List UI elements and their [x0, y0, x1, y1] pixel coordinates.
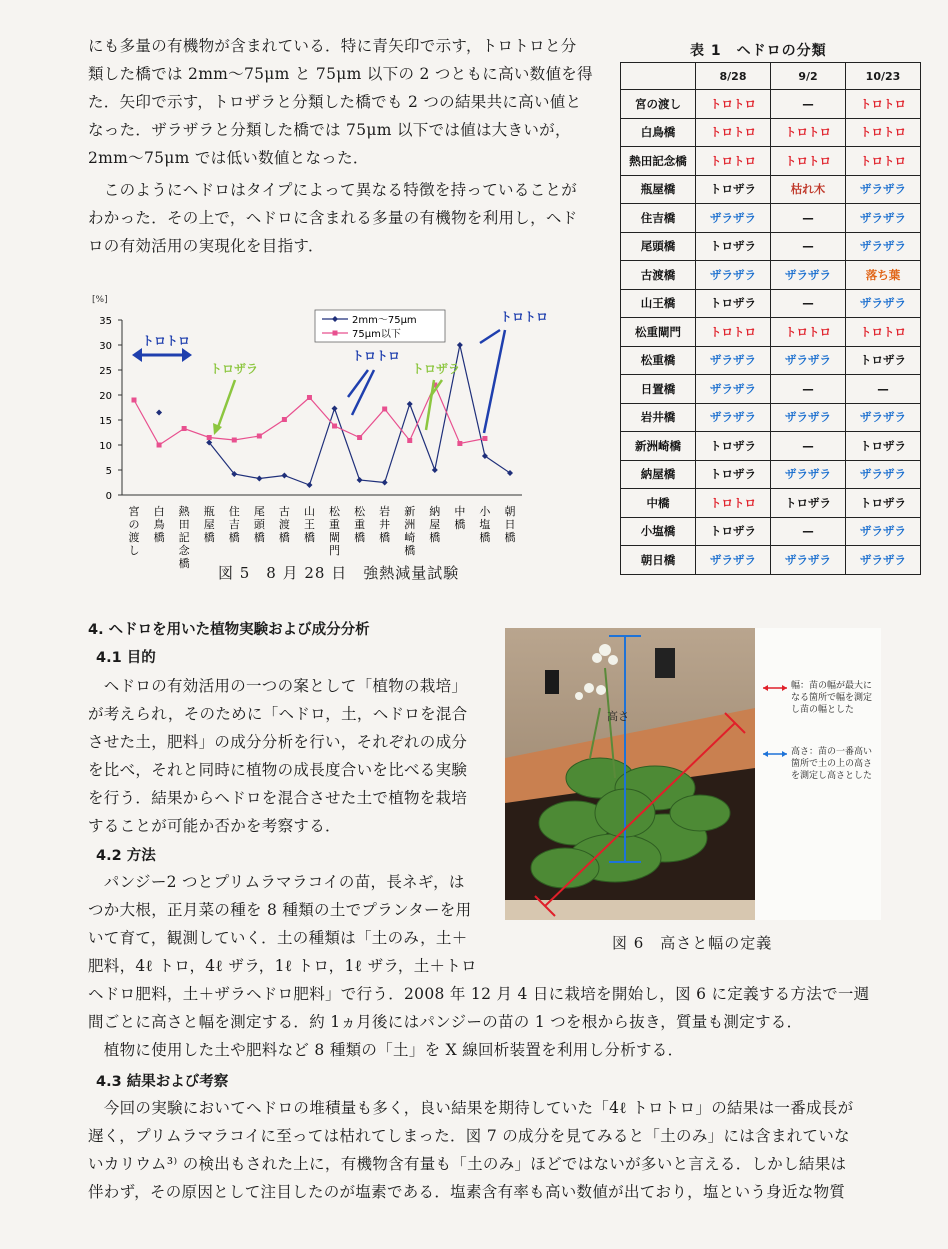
text-line: 遅く，プリムラマラコイに至っては枯れてしまった．図 7 の成分を見てみると「土のみ」には含まれていな: [88, 1127, 850, 1145]
y-tick-label: 10: [99, 441, 112, 452]
x-tick-label-char: 重: [329, 518, 341, 531]
table-row: [621, 403, 921, 432]
classification-cell: —: [771, 517, 846, 546]
x-tick-label-char: 小: [479, 505, 491, 518]
classification-cell: トロトロ: [696, 318, 771, 347]
results-paragraph: [88, 1094, 888, 1206]
text-line: た．矢印で示す，トロザラと分類した橋でも 2 つの結果共に高い値と: [88, 93, 582, 111]
data-point: [282, 417, 287, 422]
x-tick-label-char: 尾: [253, 505, 265, 518]
annotation-arrow: [426, 380, 434, 430]
x-tick-label-char: 新: [404, 505, 416, 518]
subsection-heading-results: 4.3 結果および考察: [96, 1074, 229, 1090]
x-tick-label-char: 納: [429, 505, 441, 518]
fig5-caption: 図 5 8 月 28 日 強熱減量試験: [218, 564, 460, 582]
text-line: 2mm〜75μm では低い数値となった．: [88, 149, 369, 167]
x-tick-label-char: 鳥: [153, 518, 165, 531]
section-heading: 4. ヘドロを用いた植物実験および成分分析: [88, 622, 370, 638]
annotation-label: トロザラ: [210, 362, 259, 376]
site-name-cell: 熱田記念橋: [621, 147, 696, 176]
x-tick-label-char: 古: [278, 505, 290, 518]
x-tick-label-char: 田: [178, 518, 190, 531]
x-tick-label-char: 頭: [253, 518, 265, 531]
text-line: が考えられ，そのために「ヘドロ，土，ヘドロを混合: [88, 705, 468, 723]
text-line: このようにヘドロはタイプによって異なる特徴を持っていることが: [88, 181, 578, 199]
site-name-cell: 宮の渡し: [621, 90, 696, 119]
x-tick-label-char: 朝: [504, 505, 516, 518]
table-row: [621, 261, 921, 290]
x-tick-label-char: 松: [329, 505, 341, 518]
figure6-legend: [755, 628, 881, 920]
annotation-arrow: [217, 380, 235, 430]
text-line: 肥料，4ℓ トロ，4ℓ ザラ，1ℓ トロ，1ℓ ザラ，土＋トロ: [88, 957, 477, 975]
plant-illustration: [505, 628, 755, 920]
classification-cell: トロザラ: [846, 432, 921, 461]
classification-cell: トロトロ: [771, 118, 846, 147]
annotation-label: トロトロ: [500, 310, 549, 324]
subsection-heading-method: 4.2 方法: [96, 848, 156, 864]
intro-paragraph-1: [88, 32, 613, 172]
table-row: [621, 118, 921, 147]
classification-cell: トロトロ: [846, 318, 921, 347]
data-point: [357, 477, 363, 483]
data-point: [457, 441, 462, 446]
x-tick-label-char: 中: [454, 505, 466, 518]
classification-cell: トロトロ: [846, 147, 921, 176]
classification-cell: —: [846, 375, 921, 404]
legend-label-2: 75μm以下: [352, 329, 401, 340]
site-name-cell: 中橋: [621, 489, 696, 518]
data-point: [382, 480, 388, 486]
x-tick-label-char: 渡: [278, 518, 290, 531]
classification-cell: ザラザラ: [696, 375, 771, 404]
text-line: ロの有効活用の実現化を目指す．: [88, 237, 324, 255]
annotation-arrow: [348, 370, 368, 397]
classification-cell: トロザラ: [846, 346, 921, 375]
classification-cell: —: [771, 375, 846, 404]
method-paragraph: [88, 868, 498, 980]
x-tick-label-char: 宮: [128, 505, 140, 518]
classification-cell: トロザラ: [696, 175, 771, 204]
classification-cell: ザラザラ: [696, 403, 771, 432]
table-row: [621, 517, 921, 546]
x-tick-label-char: 塩: [479, 518, 491, 531]
site-name-cell: 日置橋: [621, 375, 696, 404]
x-tick-label-char: 白: [153, 505, 165, 518]
legend-width-text: 幅：苗の幅が最大になる箇所で幅を測定し苗の幅とした: [791, 681, 873, 715]
text-line: にも多量の有機物が含まれている．特に青矢印で示す，トロトロと分: [88, 37, 577, 55]
x-tick-label-char: 橋: [153, 531, 165, 544]
legend-marker-2: [333, 331, 338, 336]
data-point: [156, 410, 162, 416]
x-tick-label-char: 橋: [354, 531, 366, 544]
table-row: [621, 460, 921, 489]
plant-photo: [505, 628, 755, 920]
table-row: [621, 289, 921, 318]
classification-cell: トロザラ: [696, 232, 771, 261]
table-row: [621, 175, 921, 204]
classification-cell: トロトロ: [696, 90, 771, 119]
x-tick-label-char: 橋: [504, 531, 516, 544]
classification-cell: トロトロ: [771, 147, 846, 176]
data-point: [482, 436, 487, 441]
classification-cell: —: [771, 90, 846, 119]
y-tick-label: 5: [105, 466, 112, 477]
site-name-cell: 新洲崎橋: [621, 432, 696, 461]
classification-cell: トロザラ: [696, 460, 771, 489]
text-line: 間ごとに高さと幅を測定する．約 1ヵ月後にはパンジーの苗の 1 つを根から抜き，質量も測定する．: [88, 1013, 803, 1031]
x-tick-label-char: 橋: [178, 557, 190, 570]
x-tick-label-char: 渡: [128, 531, 140, 544]
data-point: [332, 424, 337, 429]
x-tick-label-char: 橋: [228, 531, 240, 544]
site-name-cell: 納屋橋: [621, 460, 696, 489]
x-tick-label-char: 橋: [454, 518, 466, 531]
classification-cell: —: [771, 289, 846, 318]
site-name-cell: 住吉橋: [621, 204, 696, 233]
x-tick-label-char: 橋: [303, 531, 315, 544]
classification-cell: 落ち葉: [846, 261, 921, 290]
classification-cell: —: [771, 232, 846, 261]
data-point: [157, 443, 162, 448]
x-tick-label-char: 重: [354, 518, 366, 531]
classification-cell: ザラザラ: [696, 261, 771, 290]
x-tick-label-char: 洲: [404, 518, 416, 531]
data-point: [256, 476, 262, 482]
site-name-cell: 松重閘門: [621, 318, 696, 347]
classification-cell: ザラザラ: [846, 546, 921, 575]
classification-cell: トロトロ: [696, 489, 771, 518]
x-tick-label-char: し: [128, 544, 140, 557]
column-header: 9/2: [771, 63, 846, 90]
annotation-arrowhead: [213, 423, 222, 435]
intro-paragraph-2: [88, 176, 613, 260]
fig6-caption: 図 6 高さと幅の定義: [612, 934, 773, 952]
table-row: [621, 318, 921, 347]
data-point: [432, 467, 438, 473]
data-point: [357, 435, 362, 440]
classification-table: [620, 62, 921, 575]
classification-cell: トロトロ: [696, 118, 771, 147]
table-corner-cell: [621, 63, 696, 90]
annotation-arrow: [484, 330, 505, 433]
table-row: [621, 147, 921, 176]
ignition-loss-chart: [80, 285, 550, 585]
x-tick-label-char: 井: [379, 518, 391, 531]
x-tick-label-char: 熱: [178, 505, 190, 518]
classification-cell: —: [771, 204, 846, 233]
classification-cell: ザラザラ: [771, 261, 846, 290]
x-tick-label-char: 王: [303, 518, 315, 531]
text-line: を比べ，それと同時に植物の成長度合いを比べる実験: [88, 761, 468, 779]
table-row: [621, 90, 921, 119]
annotation-arrowhead: [132, 348, 142, 362]
text-line: ヘドロ肥料，土＋ザラヘドロ肥料」で行う．2008 年 12 月 4 日に栽培を開始し，図 6 に定義する方法で一週: [88, 985, 870, 1003]
data-point: [257, 434, 262, 439]
x-tick-label-char: 記: [178, 531, 190, 544]
purpose-paragraph: [88, 672, 498, 840]
x-tick-label-char: 橋: [278, 531, 290, 544]
annotation-label: トロトロ: [352, 349, 401, 363]
x-tick-label-char: 岩: [379, 505, 391, 518]
table1-title: 表 1 ヘドロの分類: [690, 43, 827, 59]
data-point: [307, 395, 312, 400]
x-tick-label-char: 屋: [203, 518, 215, 531]
x-tick-label-char: の: [128, 518, 140, 531]
data-point: [132, 398, 137, 403]
legend-label-1: 2mm〜75μm: [352, 315, 417, 326]
text-line: いカリウム³⁾ の検出もされた上に，有機物含有量も「土のみ」ほどではないが多いと言える．しかし結果は: [88, 1155, 847, 1173]
x-tick-label-char: 住: [228, 505, 240, 518]
site-name-cell: 古渡橋: [621, 261, 696, 290]
x-tick-label-char: 橋: [379, 531, 391, 544]
x-tick-label-char: 瓶: [203, 505, 215, 518]
x-tick-label-char: 日: [504, 518, 516, 531]
text-line: 植物に使用した土や肥料など 8 種類の「土」を X 線回析装置を利用し分析する．: [88, 1041, 684, 1059]
data-point: [407, 438, 412, 443]
classification-cell: ザラザラ: [696, 204, 771, 233]
table-row: [621, 232, 921, 261]
x-tick-label-char: 吉: [228, 518, 240, 531]
subsection-heading-purpose: 4.1 目的: [96, 650, 156, 666]
method-paragraph-full: [88, 980, 888, 1064]
text-line: させた土，肥料」の成分分析を行い，それぞれの成分: [88, 733, 468, 751]
x-tick-label-char: 屋: [429, 518, 441, 531]
text-line: 今回の実験においてヘドロの堆積量も多く，良い結果を期待していた「4ℓ トロトロ」の結果は一番成長が: [88, 1099, 854, 1117]
text-line: を行う．結果からヘドロを混合させた土で植物を栽培: [88, 789, 468, 807]
x-tick-label-char: 橋: [479, 531, 491, 544]
classification-cell: ザラザラ: [846, 289, 921, 318]
classification-cell: ザラザラ: [696, 346, 771, 375]
classification-cell: ザラザラ: [771, 403, 846, 432]
annotation-label: トロザラ: [412, 362, 461, 376]
classification-cell: ザラザラ: [696, 546, 771, 575]
classification-cell: ザラザラ: [771, 460, 846, 489]
photo-height-label: 高さ: [607, 710, 629, 723]
x-tick-label-char: 橋: [203, 531, 215, 544]
data-point: [182, 426, 187, 431]
data-point: [457, 342, 463, 348]
x-tick-label-char: 崎: [404, 531, 416, 544]
text-line: ヘドロの有効活用の一つの案として「植物の栽培」: [88, 677, 468, 695]
site-name-cell: 松重橋: [621, 346, 696, 375]
table-row: [621, 346, 921, 375]
site-name-cell: 尾頭橋: [621, 232, 696, 261]
data-point: [332, 406, 338, 412]
classification-cell: ザラザラ: [846, 232, 921, 261]
table-header-row: [621, 63, 921, 90]
classification-cell: トロザラ: [696, 289, 771, 318]
y-tick-label: 0: [105, 491, 112, 502]
table-row: [621, 546, 921, 575]
column-header: 10/23: [846, 63, 921, 90]
data-point: [306, 482, 312, 488]
x-tick-label-char: 山: [303, 505, 315, 518]
x-tick-label-char: 橋: [253, 531, 265, 544]
classification-cell: 枯れ木: [771, 175, 846, 204]
data-point: [207, 435, 212, 440]
classification-cell: ザラザラ: [846, 204, 921, 233]
annotation-label: トロトロ: [142, 334, 191, 348]
text-line: わかった．その上で，ヘドロに含まれる多量の有機物を利用し，ヘド: [88, 209, 578, 227]
y-tick-label: 35: [99, 316, 112, 327]
classification-cell: ザラザラ: [846, 403, 921, 432]
table-row: [621, 489, 921, 518]
y-tick-label: 30: [99, 341, 112, 352]
classification-cell: トロトロ: [771, 318, 846, 347]
classification-cell: トロザラ: [696, 432, 771, 461]
classification-cell: ザラザラ: [846, 460, 921, 489]
annotation-arrow: [480, 330, 500, 343]
text-line: つか大根，正月菜の種を 8 種類の土でプランターを用: [88, 901, 472, 919]
classification-cell: トロトロ: [846, 118, 921, 147]
annotation-arrowhead: [182, 348, 192, 362]
table-row: [621, 375, 921, 404]
classification-cell: トロザラ: [846, 489, 921, 518]
classification-cell: トロトロ: [696, 147, 771, 176]
classification-cell: ザラザラ: [771, 546, 846, 575]
data-point: [382, 407, 387, 412]
x-tick-label-char: 門: [329, 544, 341, 557]
x-tick-label-char: 念: [178, 544, 190, 557]
site-name-cell: 朝日橋: [621, 546, 696, 575]
legend-height-text: 高さ：苗の一番高い箇所で土の上の高さを測定し高さとした: [791, 747, 873, 781]
y-tick-label: 15: [99, 416, 112, 427]
data-point: [232, 438, 237, 443]
x-tick-label-char: 閘: [329, 531, 341, 544]
data-point: [281, 473, 287, 479]
classification-cell: ザラザラ: [846, 517, 921, 546]
text-line: パンジー2 つとプリムラマラコイの苗，長ネギ，は: [88, 873, 465, 891]
y-axis-unit: [%]: [92, 295, 108, 305]
classification-cell: ザラザラ: [846, 175, 921, 204]
classification-cell: トロトロ: [846, 90, 921, 119]
x-tick-label-char: 橋: [404, 544, 416, 557]
text-line: 類した橋では 2mm〜75μm と 75μm 以下の 2 つともに高い数値を得: [88, 65, 593, 83]
column-header: 8/28: [696, 63, 771, 90]
text-line: なった．ザラザラと分類した橋では 75μm 以下では値は大きいが，: [88, 121, 571, 139]
data-point: [407, 401, 413, 407]
table-row: [621, 204, 921, 233]
text-line: いて育て，観測していく．土の種類は「土のみ，土＋: [88, 929, 468, 947]
site-name-cell: 小塩橋: [621, 517, 696, 546]
classification-cell: トロザラ: [696, 517, 771, 546]
site-name-cell: 白鳥橋: [621, 118, 696, 147]
x-tick-label-char: 松: [354, 505, 366, 518]
site-name-cell: 岩井橋: [621, 403, 696, 432]
text-line: 伴わず，その原因として注目したのが塩素である．塩素含有率も高い数値が出ており，塩という身近な物質: [88, 1183, 846, 1201]
table-row: [621, 432, 921, 461]
classification-cell: —: [771, 432, 846, 461]
classification-cell: ザラザラ: [771, 346, 846, 375]
y-tick-label: 20: [99, 391, 112, 402]
classification-cell: トロザラ: [771, 489, 846, 518]
site-name-cell: 山王橋: [621, 289, 696, 318]
text-line: することが可能か否かを考察する．: [88, 817, 341, 835]
x-tick-label-char: 橋: [429, 531, 441, 544]
site-name-cell: 瓶屋橋: [621, 175, 696, 204]
y-tick-label: 25: [99, 366, 112, 377]
